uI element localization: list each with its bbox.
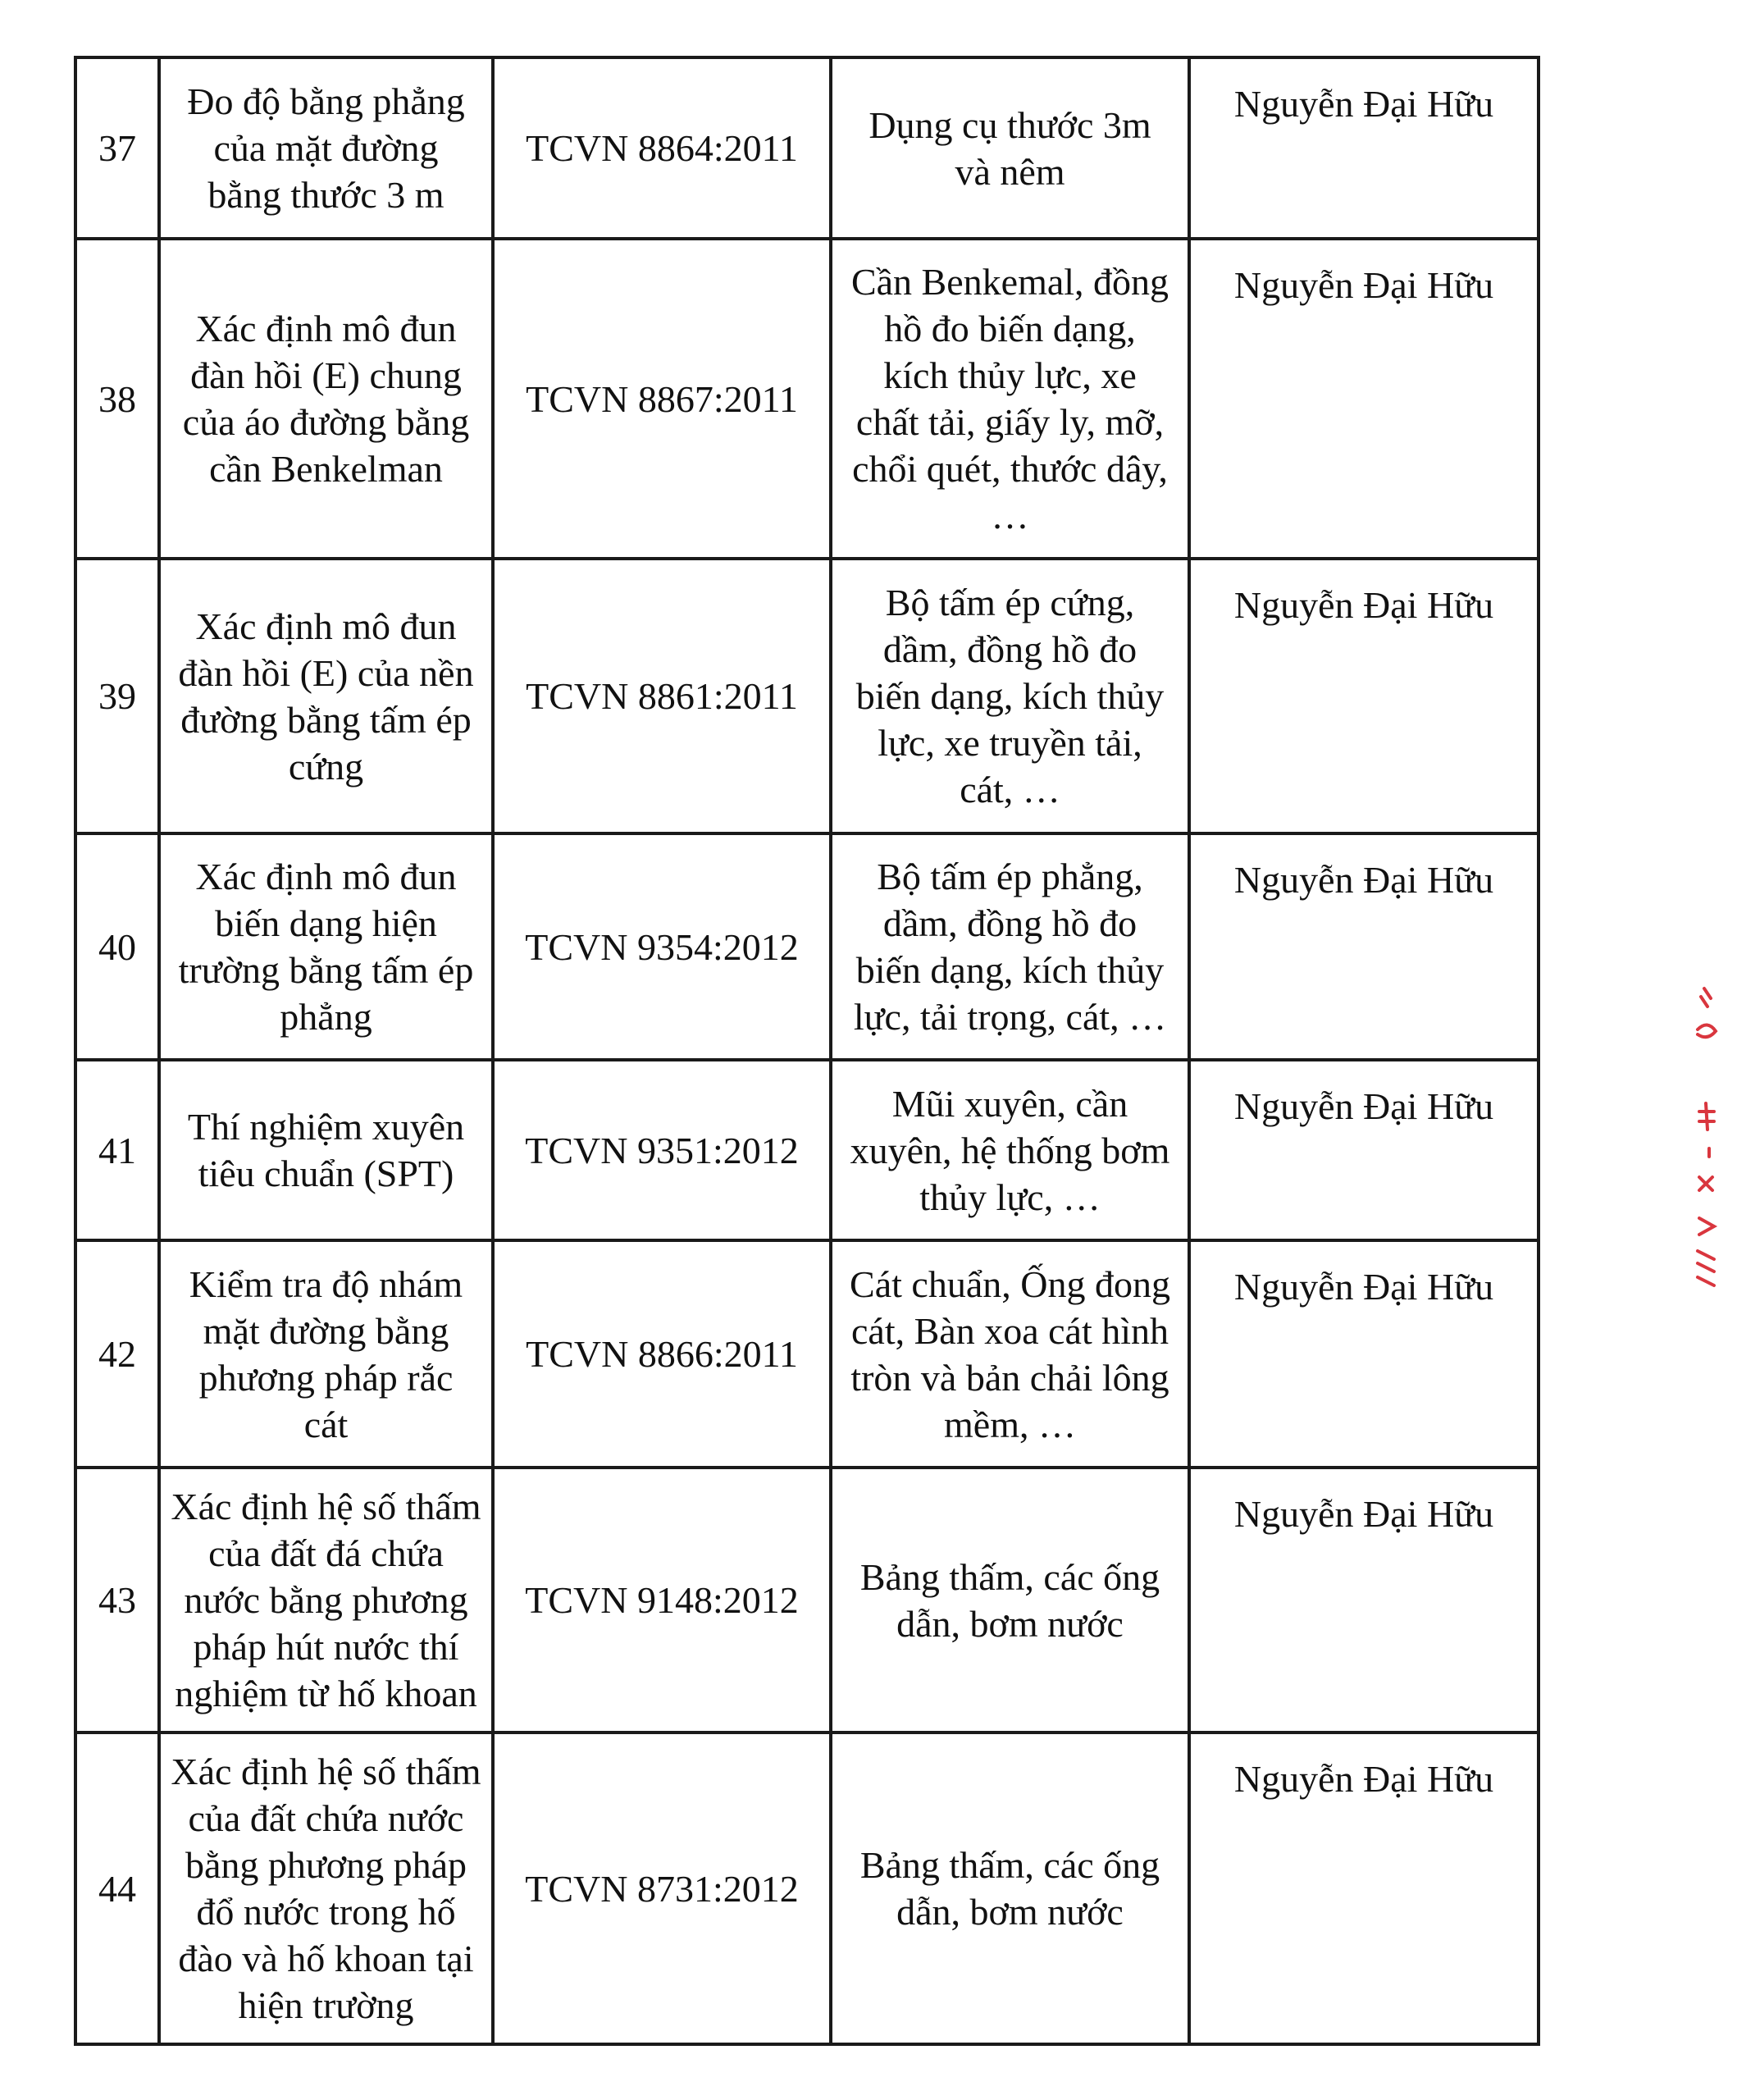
equipment-list: Bảng thấm, các ống dẫn, bơm nước [831, 1468, 1189, 1732]
row-number: 41 [75, 1060, 159, 1240]
table-row [75, 57, 1539, 239]
standard-code: TCVN 8731:2012 [493, 1732, 831, 2044]
row-number: 40 [75, 833, 159, 1060]
standard-code: TCVN 8867:2011 [493, 239, 831, 559]
table-row [75, 1060, 1539, 1240]
table-row [75, 559, 1539, 833]
standard-code: TCVN 9354:2012 [493, 833, 831, 1060]
table-row [75, 1240, 1539, 1468]
equipment-list: Cát chuẩn, Ống đong cát, Bàn xoa cát hình tròn và bản chải lông mềm, … [831, 1240, 1189, 1468]
row-number: 38 [75, 239, 159, 559]
responsible-person: Nguyễn Đại Hữu [1189, 1732, 1539, 2044]
table-row [75, 1732, 1539, 2044]
row-number: 44 [75, 1732, 159, 2044]
standards-table [74, 56, 1540, 2046]
test-content: Xác định mô đun đàn hồi (E) của nền đường bằng tấm ép cứng [159, 559, 493, 833]
table-row [75, 239, 1539, 559]
standard-code: TCVN 8866:2011 [493, 1240, 831, 1468]
responsible-person: Nguyễn Đại Hữu [1189, 1468, 1539, 1732]
equipment-list: Bộ tấm ép cứng, dầm, đồng hồ đo biến dạng, kích thủy lực, xe truyền tải, cát, … [831, 559, 1189, 833]
test-content: Kiểm tra độ nhám mặt đường bằng phương pháp rắc cát [159, 1240, 493, 1468]
standard-code: TCVN 8861:2011 [493, 559, 831, 833]
responsible-person: Nguyễn Đại Hữu [1189, 833, 1539, 1060]
standard-code: TCVN 9148:2012 [493, 1468, 831, 1732]
row-number: 42 [75, 1240, 159, 1468]
table-row [75, 833, 1539, 1060]
equipment-list: Mũi xuyên, cần xuyên, hệ thống bơm thủy lực, … [831, 1060, 1189, 1240]
test-content: Xác định mô đun đàn hồi (E) chung của áo đường bằng cần Benkelman [159, 239, 493, 559]
responsible-person: Nguyễn Đại Hữu [1189, 559, 1539, 833]
equipment-list: Dụng cụ thước 3m và nêm [831, 57, 1189, 239]
test-content: Xác định mô đun biến dạng hiện trường bằng tấm ép phẳng [159, 833, 493, 1060]
row-number: 39 [75, 559, 159, 833]
red-stamp-fragment [1689, 980, 1722, 1300]
equipment-list: Bộ tấm ép phẳng, dầm, đồng hồ đo biến dạng, kích thủy lực, tải trọng, cát, … [831, 833, 1189, 1060]
test-content: Xác định hệ số thấm của đất chứa nước bằng phương pháp đổ nước trong hố đào và hố khoan tại hiện trường [159, 1732, 493, 2044]
row-number: 43 [75, 1468, 159, 1732]
responsible-person: Nguyễn Đại Hữu [1189, 1060, 1539, 1240]
responsible-person: Nguyễn Đại Hữu [1189, 239, 1539, 559]
test-content: Đo độ bằng phẳng của mặt đường bằng thước 3 m [159, 57, 493, 239]
equipment-list: Bảng thấm, các ống dẫn, bơm nước [831, 1732, 1189, 2044]
standard-code: TCVN 8864:2011 [493, 57, 831, 239]
responsible-person: Nguyễn Đại Hữu [1189, 1240, 1539, 1468]
test-content: Thí nghiệm xuyên tiêu chuẩn (SPT) [159, 1060, 493, 1240]
responsible-person: Nguyễn Đại Hữu [1189, 57, 1539, 239]
equipment-list: Cần Benkemal, đồng hồ đo biến dạng, kích thủy lực, xe chất tải, giấy ly, mỡ, chổi quét, thước dây, … [831, 239, 1189, 559]
row-number: 37 [75, 57, 159, 239]
test-content: Xác định hệ số thấm của đất đá chứa nước bằng phương pháp hút nước thí nghiệm từ hố khoan [159, 1468, 493, 1732]
standard-code: TCVN 9351:2012 [493, 1060, 831, 1240]
table-row [75, 1468, 1539, 1732]
